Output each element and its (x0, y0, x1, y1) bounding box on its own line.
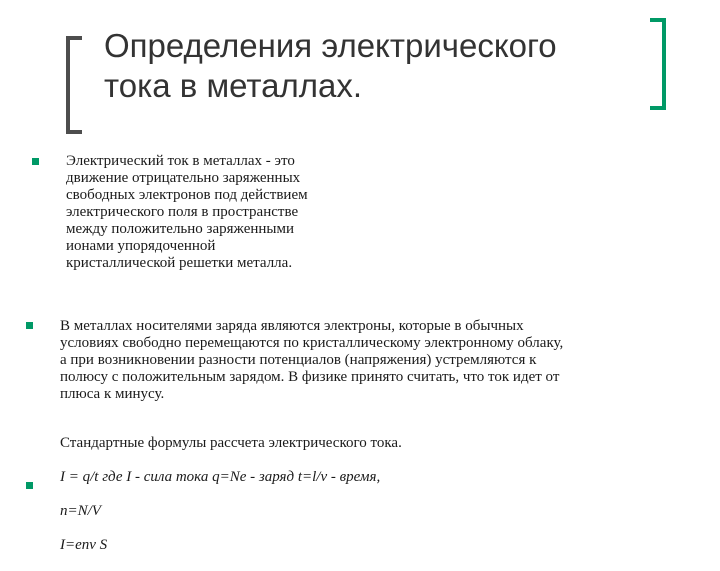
formula-line-3: I=env S (60, 537, 108, 553)
formulas-heading: Стандартные формулы рассчета электрического тока. (60, 435, 402, 451)
bullet-square-icon (26, 482, 33, 489)
bullet-2-text: В металлах носителями заряда являются электроны, которые в обычных условиях свободно перемещаются по кристаллическому электронному облаку, а при возникновении разности потенциалов (напряжения) устремляются к полюсу с положительным зарядом. В физике принято считать, что ток идет от плюса к минусу. (60, 318, 564, 402)
bullet-1-text: Электрический ток в металлах - это движение отрицательно заряженных свободных электронов под действием электрического поля в пространстве между положительно заряженными ионами упорядоченной кристаллической решетки металла. (66, 153, 308, 271)
bullet-3-formulas (60, 418, 480, 571)
slide-title: Определения электрического тока в металлах. (104, 27, 557, 104)
formula-line-1: I = q/t где I - сила тока q=Ne - заряд t=l/v - время, (60, 469, 381, 485)
formula-line-2: n=N/V (60, 503, 101, 519)
left-bracket-decoration (66, 36, 82, 134)
bullet-square-icon (32, 158, 39, 165)
right-bracket-decoration (650, 18, 666, 110)
bullet-square-icon (26, 322, 33, 329)
